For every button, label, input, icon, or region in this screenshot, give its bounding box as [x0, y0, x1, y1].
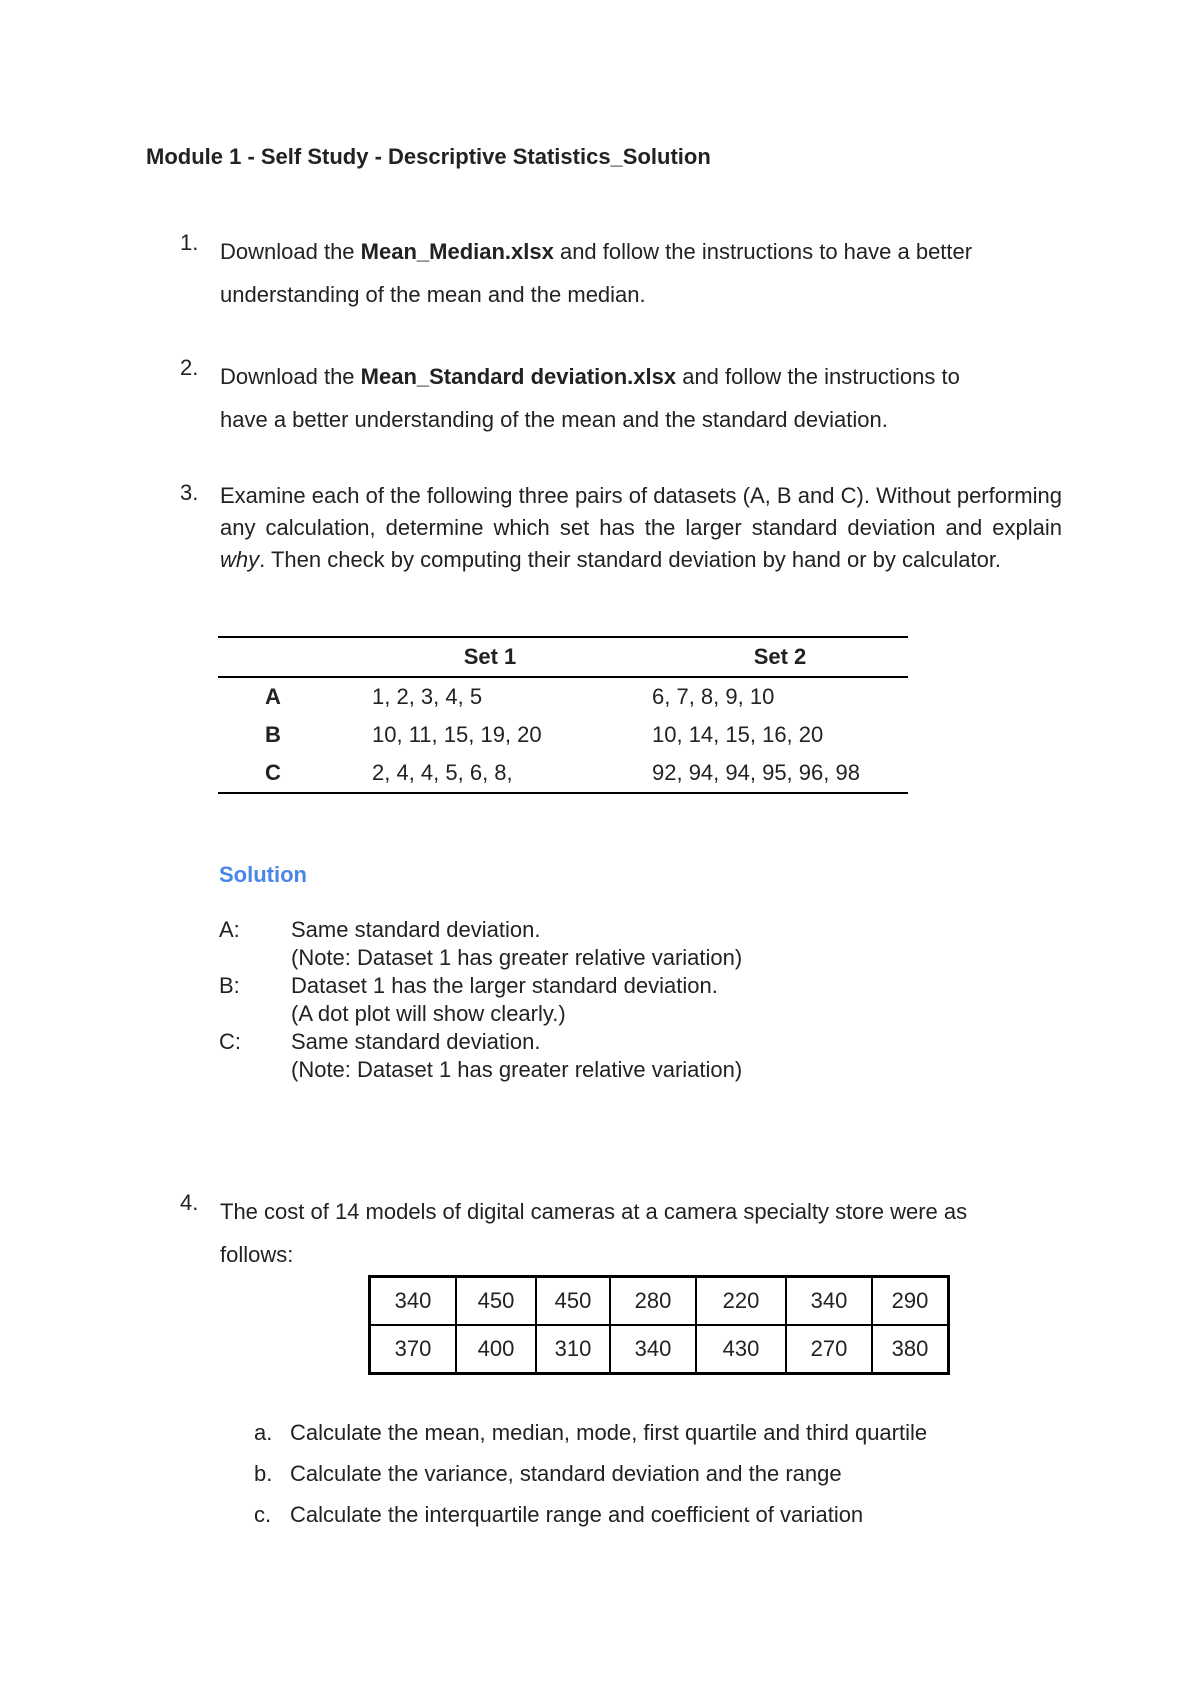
text-run: Dataset 1 has the larger standard deviation.	[291, 973, 718, 998]
table-header: Set 1	[328, 637, 652, 677]
table-row	[218, 677, 908, 716]
question-number: 3.	[180, 480, 199, 505]
file-name: Mean_Median.xlsx	[360, 239, 554, 264]
file-name: Mean_Standard deviation.xlsx	[360, 364, 677, 389]
solution-text	[291, 972, 718, 1028]
table-row	[218, 716, 908, 754]
dataset-table	[218, 636, 908, 794]
text-run: Examine each of the following three pairs of datasets (A, B and C). Without performing any calculation, determine which set has the larger standard deviation and explain	[220, 483, 1062, 540]
question-text	[220, 355, 1080, 441]
table-cell: 220	[696, 1277, 786, 1326]
page-title: Module 1 - Self Study - Descriptive Statistics_Solution	[146, 144, 711, 169]
solution-heading: Solution	[219, 862, 307, 887]
table-cell: 92, 94, 94, 95, 96, 98	[652, 754, 908, 793]
table-cell: 380	[872, 1325, 949, 1374]
text-run: Download the	[220, 239, 361, 264]
solution-label: B:	[219, 973, 240, 998]
table-cell: 450	[536, 1277, 610, 1326]
text-run: . Then check by computing their standard deviation by hand or by calculator.	[259, 547, 1002, 572]
text-run: The cost of 14 models of digital cameras at a camera specialty store were as	[220, 1199, 968, 1224]
table-row	[218, 754, 908, 793]
question-number: 4.	[180, 1190, 199, 1215]
table-cell: 6, 7, 8, 9, 10	[652, 684, 775, 709]
table-cell: 400	[456, 1325, 536, 1374]
solution-label: A:	[219, 917, 240, 942]
table-cell: 10, 14, 15, 16, 20	[652, 722, 824, 747]
table-row	[370, 1277, 949, 1326]
table-header: Set 2	[652, 637, 908, 677]
table-cell: 340	[370, 1277, 457, 1326]
table-cell: 310	[536, 1325, 610, 1374]
table-row	[370, 1325, 949, 1374]
text-run: (A dot plot will show clearly.)	[291, 1001, 566, 1026]
subquestion-text: Calculate the variance, standard deviation and the range	[290, 1461, 842, 1486]
solution-text	[291, 1028, 742, 1084]
question-number: 2.	[180, 355, 199, 380]
table-cell: 1, 2, 3, 4, 5	[372, 684, 483, 709]
camera-cost-table	[368, 1275, 950, 1375]
text-run: follows:	[220, 1242, 294, 1267]
subquestion-label: b.	[254, 1461, 273, 1486]
table-cell: 370	[370, 1325, 457, 1374]
solution-label: C:	[219, 1029, 241, 1054]
question-text	[220, 1190, 1080, 1276]
table-cell: 340	[610, 1325, 696, 1374]
text-run: have a better understanding of the mean and the standard deviation.	[220, 407, 888, 432]
text-run: Same standard deviation.	[291, 1029, 541, 1054]
question-number: 1.	[180, 230, 199, 255]
subquestion-label: a.	[254, 1420, 273, 1445]
emphasis-text: why	[220, 547, 260, 572]
text-run: Same standard deviation.	[291, 917, 541, 942]
table-cell: 270	[786, 1325, 872, 1374]
table-header	[218, 637, 328, 677]
table-cell: B	[265, 722, 281, 747]
text-run: and follow the instructions to	[676, 364, 960, 389]
question-text	[220, 230, 1080, 316]
table-cell: 10, 11, 15, 19, 20	[372, 722, 542, 747]
table-header-row	[218, 637, 908, 677]
text-run: (Note: Dataset 1 has greater relative variation)	[291, 1057, 743, 1082]
text-run: and follow the instructions to have a better	[553, 239, 973, 264]
table-cell: 280	[610, 1277, 696, 1326]
table-cell: 430	[696, 1325, 786, 1374]
text-run: understanding of the mean and the median.	[220, 282, 646, 307]
text-run: (Note: Dataset 1 has greater relative variation)	[291, 945, 743, 970]
text-run: Download the	[220, 364, 361, 389]
table-cell: 2, 4, 4, 5, 6, 8,	[328, 754, 652, 793]
solution-text	[291, 916, 742, 972]
subquestion-label: c.	[254, 1502, 272, 1527]
subquestion-text: Calculate the interquartile range and coefficient of variation	[290, 1502, 864, 1527]
table-cell: 450	[456, 1277, 536, 1326]
table-cell: C	[218, 754, 328, 793]
table-cell: 290	[872, 1277, 949, 1326]
question-text	[220, 480, 1062, 576]
table-cell: 340	[786, 1277, 872, 1326]
subquestion-text: Calculate the mean, median, mode, first quartile and third quartile	[290, 1420, 928, 1445]
table-cell: A	[265, 684, 281, 709]
